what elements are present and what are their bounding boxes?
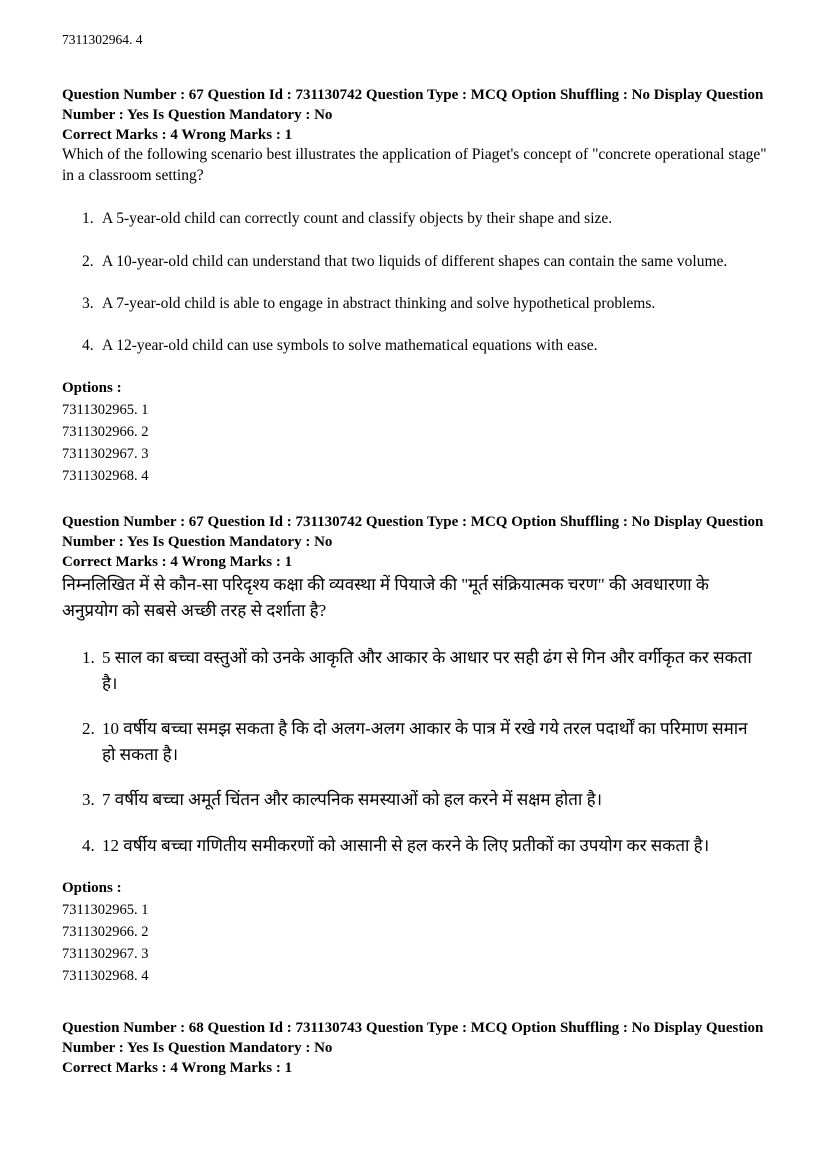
question-meta: Question Number : 67 Question Id : 731130742 Question Type : MCQ Option Shuffling : No Display Question Number : Yes Is Question Mandatory : No <box>62 513 764 550</box>
choice-item <box>82 833 768 859</box>
choice-list <box>62 208 768 357</box>
question-meta: Question Number : 68 Question Id : 731130743 Question Type : MCQ Option Shuffling : No Display Question Number : Yes Is Question Mandatory : No <box>62 1020 764 1057</box>
option-id-line: 7311302965. 1 <box>62 401 149 418</box>
choice-number: 4. <box>82 835 95 855</box>
option-id-line: 7311302968. 4 <box>62 968 149 985</box>
options-label: Options : <box>62 880 122 897</box>
marks-line: Correct Marks : 4 Wrong Marks : 1 <box>62 553 293 570</box>
choice-number: 3. <box>82 790 95 810</box>
option-id-line: 7311302968. 4 <box>62 467 149 484</box>
question-68-header <box>62 1019 768 1078</box>
choice-item <box>82 716 768 767</box>
option-id-line: 7311302966. 2 <box>62 423 149 440</box>
choice-text: 10 वर्षीय बच्चा समझ सकता है कि दो अलग-अलग आकार के पात्र में रखे गये तरल पदार्थों का परिमाण समान हो सकता है। <box>102 719 748 764</box>
choice-text: 7 वर्षीय बच्चा अमूर्त चिंतन और काल्पनिक समस्याओं को हल करने में सक्षम होता है। <box>102 790 603 810</box>
option-id-line: 7311302966. 2 <box>62 924 149 941</box>
choice-number: 1. <box>82 648 95 668</box>
choice-text: 12 वर्षीय बच्चा गणितीय समीकरणों को आसानी से हल करने के लिए प्रतीकों का उपयोग कर सकता है। <box>102 835 710 855</box>
choice-text: A 5-year-old child can correctly count and classify objects by their shape and size. <box>102 210 613 228</box>
choice-text: 5 साल का बच्चा वस्तुओं को उनके आकृति और आकार के आधार पर सही ढंग से गिन और वर्गीकृत कर सकता है। <box>102 648 752 693</box>
choice-item <box>82 293 768 314</box>
page-code: 7311302964. 4 <box>62 32 143 47</box>
option-id-line: 7311302967. 3 <box>62 946 149 963</box>
option-id-line: 7311302967. 3 <box>62 445 149 462</box>
question-meta: Question Number : 67 Question Id : 731130742 Question Type : MCQ Option Shuffling : No Display Question Number : Yes Is Question Mandatory : No <box>62 87 764 123</box>
question-text: Which of the following scenario best illustrates the application of Piaget's concept of "concrete operational stage" in a classroom setting? <box>62 146 767 184</box>
choice-item <box>82 645 768 696</box>
question-67-english <box>62 86 768 487</box>
choice-number: 2. <box>82 719 95 739</box>
choice-text: A 7-year-old child is able to engage in abstract thinking and solve hypothetical problems. <box>102 295 656 313</box>
options-label: Options : <box>62 379 122 396</box>
choice-item <box>82 335 768 356</box>
option-id-line: 7311302965. 1 <box>62 902 149 919</box>
choice-number: 2. <box>82 252 94 270</box>
marks-line: Correct Marks : 4 Wrong Marks : 1 <box>62 1060 293 1077</box>
choice-item <box>82 251 768 272</box>
choice-list <box>62 645 768 858</box>
marks-line: Correct Marks : 4 Wrong Marks : 1 <box>62 126 293 143</box>
choice-text: A 10-year-old child can understand that two liquids of different shapes can contain the same volume. <box>102 252 728 270</box>
choice-number: 3. <box>82 295 94 313</box>
choice-text: A 12-year-old child can use symbols to solve mathematical equations with ease. <box>102 337 598 355</box>
choice-number: 4. <box>82 337 94 355</box>
choice-number: 1. <box>82 210 94 228</box>
question-67-hindi <box>62 513 768 988</box>
choice-item <box>82 787 768 813</box>
choice-item <box>82 208 768 229</box>
question-text: निम्नलिखित में से कौन-सा परिदृश्य कक्षा की व्यवस्था में पियाजे की "मूर्त संक्रियात्मक चरण" की अवधारणा के अनुप्रयोग को सबसे अच्छी तरह से दर्शाता है? <box>62 575 709 620</box>
